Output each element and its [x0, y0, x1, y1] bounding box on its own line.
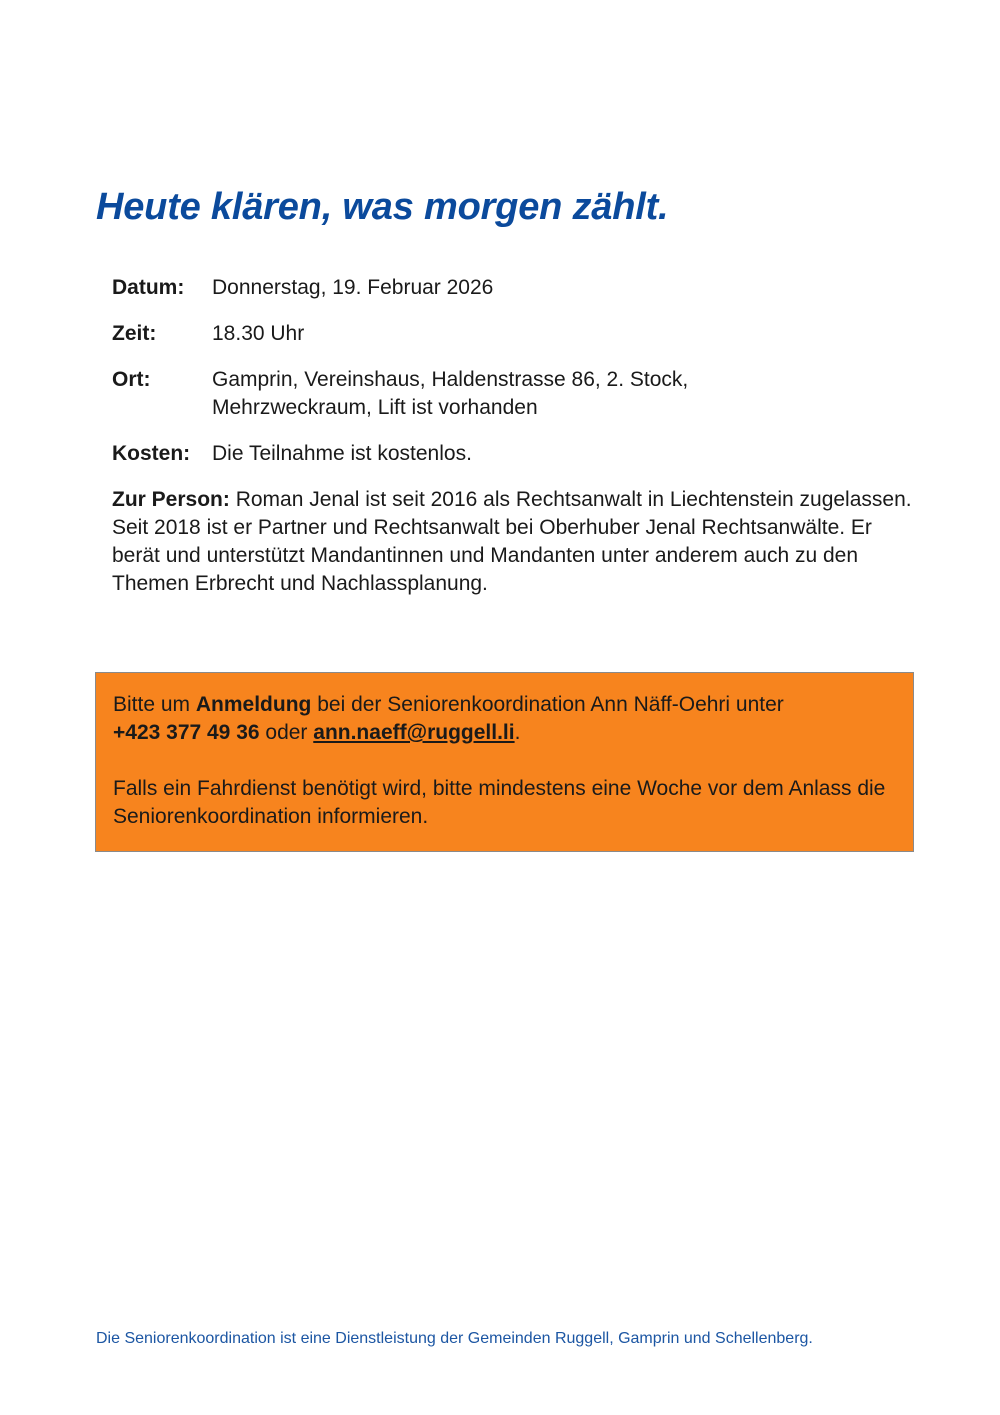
cost-value: Die Teilnahme ist kostenlos.: [212, 442, 472, 465]
transport-text: Falls ein Fahrdienst benötigt wird, bitte mindestens eine Woche vor dem Anlass die Seniorenkoordination informieren.: [113, 777, 886, 828]
phone-number: +423 377 49 36: [113, 721, 260, 744]
location-value: [212, 366, 922, 422]
location-line-2: Mehrzweckraum, Lift ist vorhanden: [212, 396, 538, 419]
or-text: oder: [259, 721, 314, 744]
cost-label: Kosten:: [112, 442, 191, 465]
period: .: [514, 721, 521, 744]
registration-keyword: Anmeldung: [195, 693, 312, 716]
time-row: [112, 320, 922, 348]
footer-text: Die Seniorenkoordination ist eine Dienstleistung der Gemeinden Ruggell, Gamprin und Schellenberg.: [96, 1330, 813, 1347]
speaker-bio-text: Roman Jenal ist seit 2016 als Rechtsanwalt in Liechtenstein zugelassen. Seit 2018 ist er Partner und Rechtsanwalt bei Oberhuber Jenal Rechtsanwälte. Er berät und unterstützt Mandantinnen und Mandanten unter anderem auch zu den Themen Erbrecht und Nachlassplanung.: [112, 488, 912, 595]
event-details: [112, 274, 922, 598]
time-value: 18.30 Uhr: [212, 322, 305, 345]
date-row: [112, 274, 922, 302]
registration-contact: bei der Seniorenkoordination Ann Näff-Oehri unter: [311, 693, 784, 716]
location-line-1: Gamprin, Vereinshaus, Haldenstrasse 86, 2. Stock,: [212, 368, 689, 391]
registration-notice: [95, 672, 914, 852]
location-row: [112, 366, 922, 422]
date-label: Datum:: [112, 276, 185, 299]
speaker-bio: [112, 486, 922, 598]
time-label: Zeit:: [112, 322, 157, 345]
date-value: Donnerstag, 19. Februar 2026: [212, 276, 494, 299]
cost-row: [112, 440, 922, 468]
registration-text: [113, 691, 897, 747]
registration-intro: Bitte um: [113, 693, 196, 716]
email-link[interactable]: ann.naeff@ruggell.li: [313, 721, 515, 744]
page-title: Heute klären, was morgen zählt.: [96, 186, 669, 228]
speaker-bio-label: Zur Person:: [112, 488, 230, 511]
location-label: Ort:: [112, 368, 151, 391]
